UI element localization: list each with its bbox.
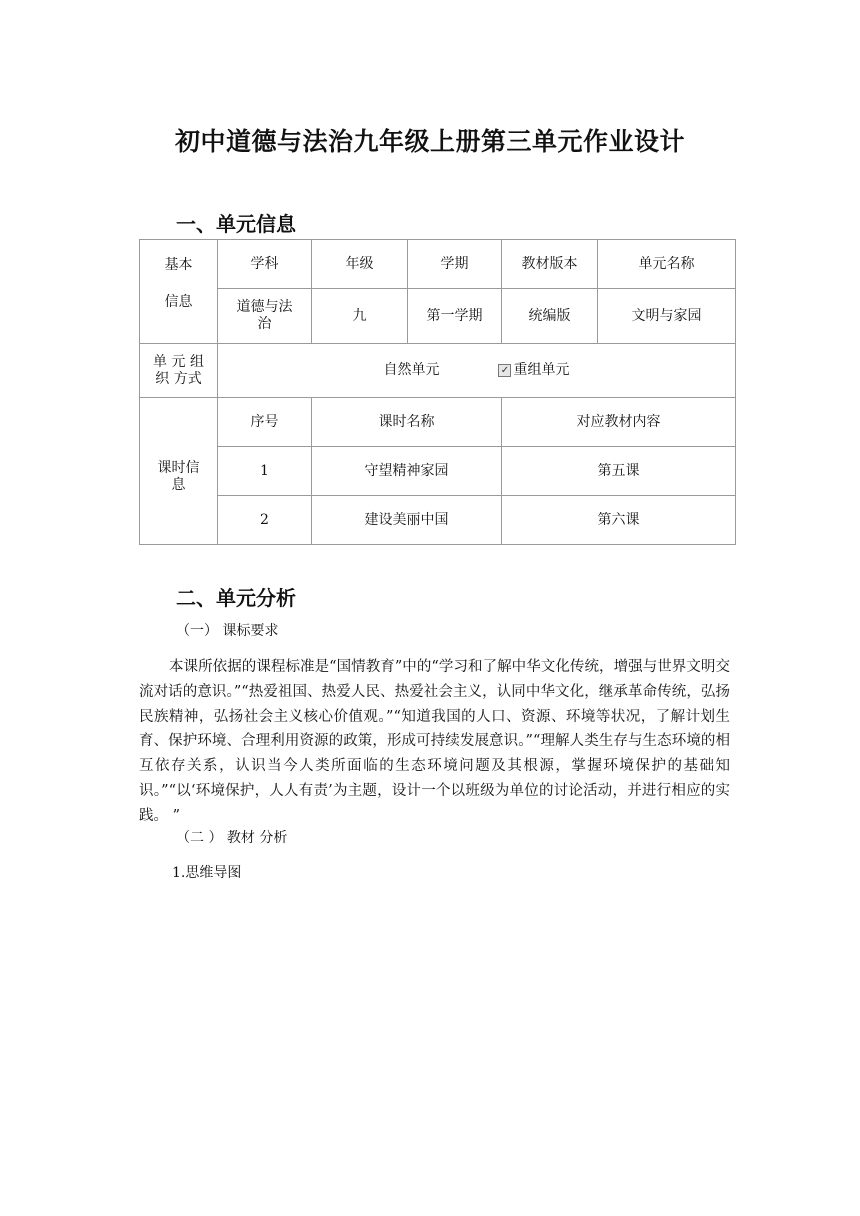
curriculum-paragraph: 本课所依据的课程标准是“国情教育”中的“学习和了解中华文化传统，增强与世界文明交流对话的意识。”“热爱祖国、热爱人民、热爱社会主义，认同中华文化，继承革命传统，弘扬民族精神，弘扬社会主义核心价值观。”“知道我国的人口、资源、环境等状况，了解计划生育、保护环境、合理利用资源的政策，形成可持续发展意识。”“理解人类生存与生态环境的相互依存关系，认识当今人类所面临的生态环境问题及其根源，掌握环境保护的基础知识。”“以‘环境保护，人人有责’为主题，设计一个以班级为单位的讨论活动，并进行相应的实践。 ”: [139, 659, 730, 824]
value-term: 第一学期: [408, 289, 502, 344]
table-row: [140, 447, 736, 496]
mind-map-item: 1.思维导图: [172, 865, 242, 881]
subheading-curriculum-requirements: （一） 课标要求: [176, 623, 279, 639]
org-regroup-unit: 重组单元: [513, 362, 570, 378]
document-title: 初中道德与法治九年级上册第三单元作业设计: [174, 127, 685, 156]
subheading-textbook-analysis: （二 ） 教材 分析: [176, 830, 288, 846]
value-grade: 九: [312, 289, 408, 344]
value-subject: 道德与法治: [218, 289, 312, 344]
section-heading-unit-analysis: 二、单元分析: [176, 586, 296, 610]
checkbox-checked-icon: ✓: [498, 364, 511, 377]
org-method-label: 单 元 组 织 方式: [140, 344, 218, 398]
basic-info-label-cell: [140, 240, 218, 344]
header-grade: 年级: [312, 240, 408, 289]
header-subject: 学科: [218, 240, 312, 289]
table-row: [140, 496, 736, 545]
lesson-no: 1: [218, 447, 312, 496]
basic-info-label-line2: 信息: [164, 294, 193, 310]
lesson-header-name: 课时名称: [312, 398, 502, 447]
value-unit-name: 文明与家园: [598, 289, 736, 344]
value-textbook-edition: 统编版: [502, 289, 598, 344]
basic-info-label-line1: 基本: [164, 257, 193, 273]
org-method-options: [218, 344, 736, 398]
lesson-name: 建设美丽中国: [312, 496, 502, 545]
org-natural-unit: 自然单元: [383, 362, 440, 378]
lesson-name: 守望精神家园: [312, 447, 502, 496]
unit-info-table: [139, 239, 736, 545]
header-unit-name: 单元名称: [598, 240, 736, 289]
lesson-header-content: 对应教材内容: [502, 398, 736, 447]
lesson-info-label: 课时信息: [140, 398, 218, 545]
lesson-no: 2: [218, 496, 312, 545]
lesson-content: 第六课: [502, 496, 736, 545]
section-heading-unit-info: 一、单元信息: [176, 212, 296, 236]
lesson-header-no: 序号: [218, 398, 312, 447]
header-textbook-edition: 教材版本: [502, 240, 598, 289]
lesson-content: 第五课: [502, 447, 736, 496]
header-term: 学期: [408, 240, 502, 289]
